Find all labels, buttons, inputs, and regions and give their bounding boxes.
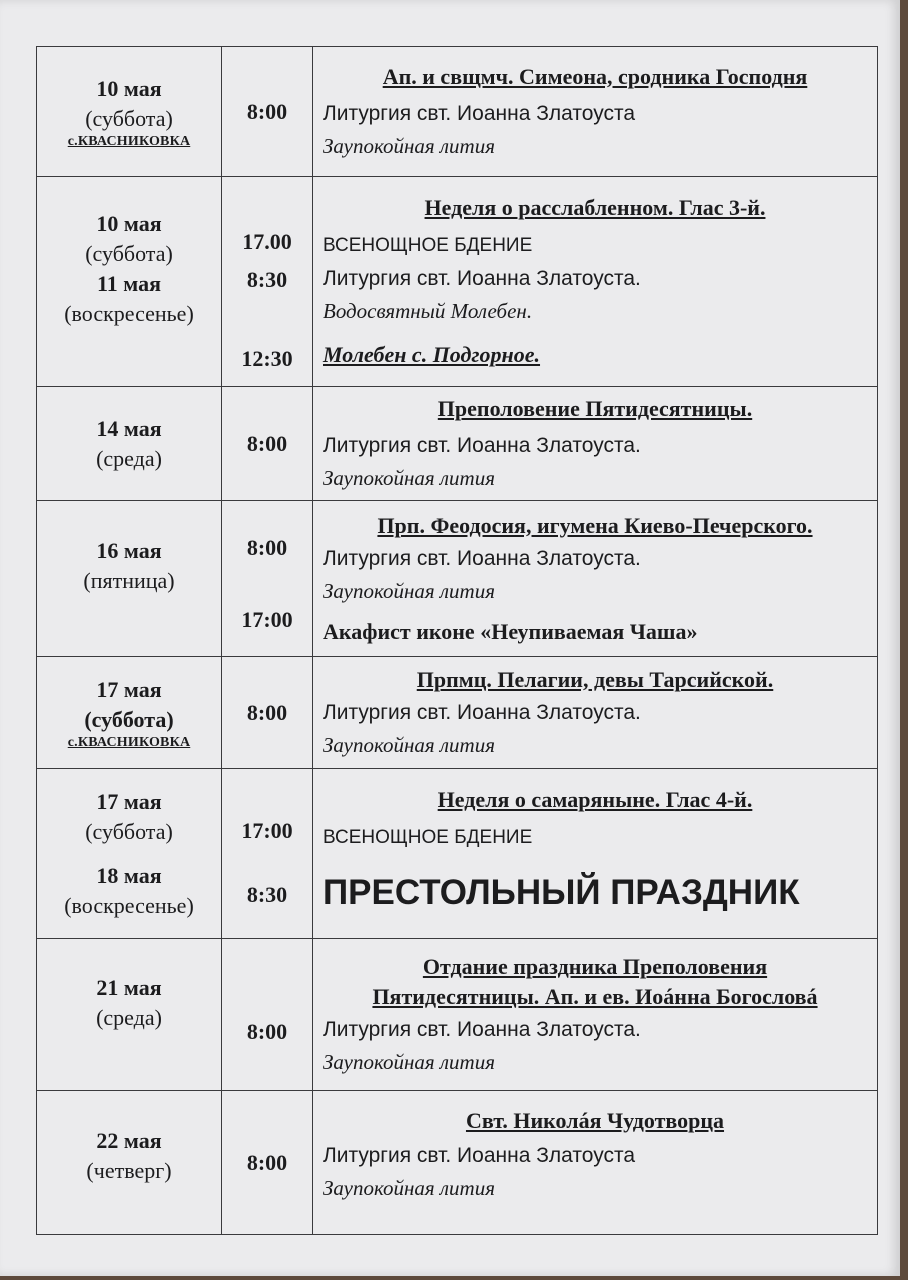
time-cell <box>222 1091 313 1235</box>
service-line: Молебен с. Подгорное. <box>323 341 541 367</box>
service-time: 8:00 <box>246 98 288 124</box>
date: 17 мая <box>96 788 162 814</box>
time-cell <box>222 177 313 387</box>
service-line: Литургия свт. Иоанна Златоуста <box>323 101 636 125</box>
feast-title: Отдание праздника Преполовения <box>422 953 768 979</box>
time-cell <box>222 47 313 177</box>
service-cell <box>313 501 878 657</box>
date: 17 мая <box>96 676 162 702</box>
service-time: 17:00 <box>241 817 293 843</box>
weekday: (воскресенье) <box>64 892 194 918</box>
service-line: Акафист иконе «Неупиваемая Чаша» <box>323 618 698 644</box>
patronal-feast-banner: ПРЕСТОЛЬНЫЙ ПРАЗДНИК <box>323 872 800 912</box>
service-line: Водосвятный Молебен. <box>323 298 533 323</box>
date: 21 мая <box>96 974 162 1000</box>
weekday: (суббота) <box>85 240 173 266</box>
table-row <box>37 1091 878 1235</box>
service-cell <box>313 387 878 501</box>
date-cell <box>37 47 222 177</box>
service-cell <box>313 657 878 769</box>
service-time: 8:30 <box>246 266 288 292</box>
table-row <box>37 177 878 387</box>
service-line: Литургия свт. Иоанна Златоуста. <box>323 433 641 457</box>
date: 10 мая <box>96 210 162 236</box>
service-time: 8:00 <box>246 534 288 560</box>
weekday: (воскресенье) <box>64 300 194 326</box>
weekday: (суббота) <box>85 818 173 844</box>
service-cell <box>313 47 878 177</box>
weekday: (среда) <box>96 445 162 471</box>
date: 11 мая <box>96 270 162 296</box>
service-line: Заупокойная лития <box>323 732 495 757</box>
date: 16 мая <box>96 537 162 563</box>
weekday: (суббота) <box>85 105 173 131</box>
date-cell <box>37 177 222 387</box>
date-cell <box>37 769 222 939</box>
weekday: (четверг) <box>86 1157 172 1183</box>
date: 14 мая <box>96 415 162 441</box>
service-time: 8:00 <box>246 699 288 725</box>
feast-title: Преполовение Пятидесятницы. <box>437 395 753 421</box>
date-cell <box>37 387 222 501</box>
feast-title: Ап. и свщмч. Симеона, сродника Господня <box>382 63 808 89</box>
service-line: Литургия свт. Иоанна Златоуста <box>323 1143 636 1167</box>
feast-title: Неделя о расслабленном. Глас 3-й. <box>424 194 766 220</box>
table-row <box>37 387 878 501</box>
service-time: 8:00 <box>246 1149 288 1175</box>
time-cell <box>222 657 313 769</box>
time-cell <box>222 769 313 939</box>
table-row <box>37 47 878 177</box>
service-cell <box>313 939 878 1091</box>
schedule-table <box>36 46 878 1235</box>
feast-title: Неделя о самаряныне. Глас 4-й. <box>437 786 753 812</box>
date: 10 мая <box>96 75 162 101</box>
feast-title: Свт. Николáя Чудотворца <box>465 1107 725 1133</box>
date-cell <box>37 501 222 657</box>
service-line: Заупокойная лития <box>323 1049 495 1074</box>
table-row <box>37 657 878 769</box>
service-line: Литургия свт. Иоанна Златоуста. <box>323 1017 641 1041</box>
table-row <box>37 939 878 1091</box>
village-label: с.КВАСНИКОВКА <box>67 133 191 149</box>
time-cell <box>222 939 313 1091</box>
service-time: 17.00 <box>242 228 292 254</box>
time-cell <box>222 387 313 501</box>
feast-title: Прп. Феодосия, игумена Киево-Печерского. <box>377 512 813 538</box>
service-line: Заупокойная лития <box>323 465 495 490</box>
service-time: 8:30 <box>246 881 288 907</box>
service-cell <box>313 177 878 387</box>
weekday: (суббота) <box>84 706 174 732</box>
date-cell <box>37 939 222 1091</box>
weekday: (среда) <box>96 1004 162 1030</box>
time-cell <box>222 501 313 657</box>
service-line: Заупокойная лития <box>323 578 495 603</box>
service-time: 17:00 <box>241 606 293 632</box>
village-label: с.КВАСНИКОВКА <box>67 734 191 750</box>
service-line: ВСЕНОЩНОЕ БДЕНИЕ <box>323 826 533 848</box>
service-line: ВСЕНОЩНОЕ БДЕНИЕ <box>323 234 533 256</box>
service-line: Литургия свт. Иоанна Златоуста. <box>323 546 641 570</box>
date: 22 мая <box>96 1127 162 1153</box>
service-time: 8:00 <box>246 430 288 456</box>
service-cell <box>313 1091 878 1235</box>
service-time: 8:00 <box>246 1018 288 1044</box>
feast-title: Пятидесятницы. Ап. и ев. Иоáнна Богословá <box>372 983 818 1009</box>
weekday: (пятница) <box>83 567 175 593</box>
table-row <box>37 501 878 657</box>
service-time: 12:30 <box>241 345 293 371</box>
date-cell <box>37 657 222 769</box>
date: 18 мая <box>96 862 162 888</box>
service-line: Заупокойная лития <box>323 1175 495 1200</box>
date-cell <box>37 1091 222 1235</box>
feast-title: Прпмц. Пелагии, девы Тарсийской. <box>416 666 774 692</box>
service-line: Литургия свт. Иоанна Златоуста. <box>323 266 641 290</box>
service-line: Заупокойная лития <box>323 133 495 158</box>
table-row <box>37 769 878 939</box>
service-line: Литургия свт. Иоанна Златоуста. <box>323 700 641 724</box>
service-cell <box>313 769 878 939</box>
